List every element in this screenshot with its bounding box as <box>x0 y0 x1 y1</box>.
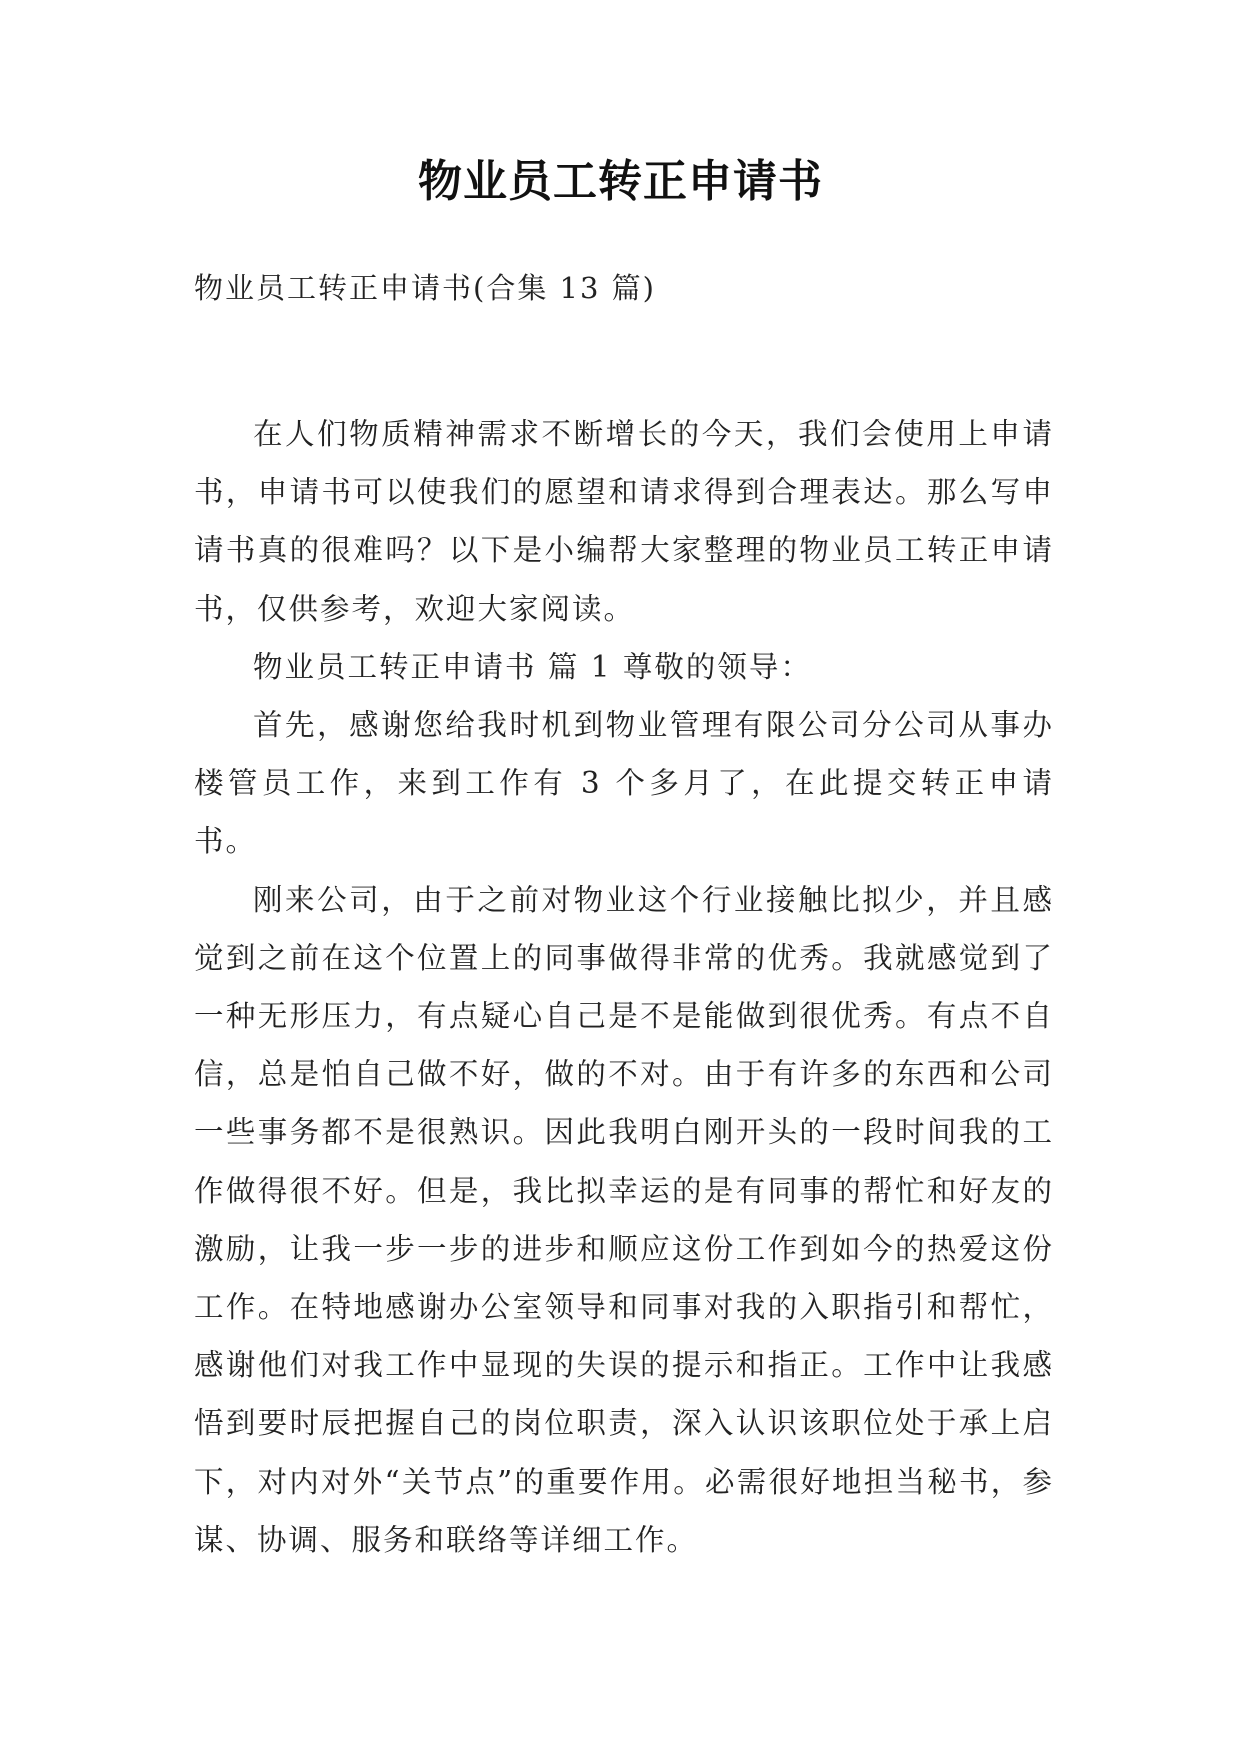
document-subtitle: 物业员工转正申请书(合集 13 篇) <box>194 271 656 305</box>
paragraph-experience: 刚来公司，由于之前对物业这个行业接触比拟少，并且感觉到之前在这个位置上的同事做得非常的优秀。我就感觉到了一种无形压力，有点疑心自己是不是能做到很优秀。有点不自信，总是怕自己做不好，做的不对。由于有许多的东西和公司一些事务都不是很熟识。因此我明白刚开头的一段时间我的工作做得很不好。但是，我比拟幸运的是有同事的帮忙和好友的激励，让我一步一步的进步和顺应这份工作到如今的热爱这份工作。在特地感谢办公室领导和同事对我的入职指引和帮忙，感谢他们对我工作中显现的失误的提示和指正。工作中让我感悟到要时辰把握自己的岗位职责，深入认识该职位处于承上启下，对内对外“关节点”的重要作用。必需很好地担当秘书，参谋、协调、服务和联络等详细工作。 <box>194 882 1054 1557</box>
paragraph-intro: 在人们物质精神需求不断增长的今天，我们会使用上申请书，申请书可以使我们的愿望和请求得到合理表达。那么写申请书真的很难吗？以下是小编帮大家整理的物业员工转正申请书，仅供参考，欢迎大家阅读。 <box>194 417 1054 626</box>
document-body <box>194 405 1054 1569</box>
paragraph-section-heading: 物业员工转正申请书 篇 1 尊敬的领导： <box>253 649 812 684</box>
document-title: 物业员工转正申请书 <box>418 156 823 207</box>
paragraph-thanks: 首先，感谢您给我时机到物业管理有限公司分公司从事办楼管员工作，来到工作有 3 个多月了，在此提交转正申请书。 <box>194 708 1054 859</box>
